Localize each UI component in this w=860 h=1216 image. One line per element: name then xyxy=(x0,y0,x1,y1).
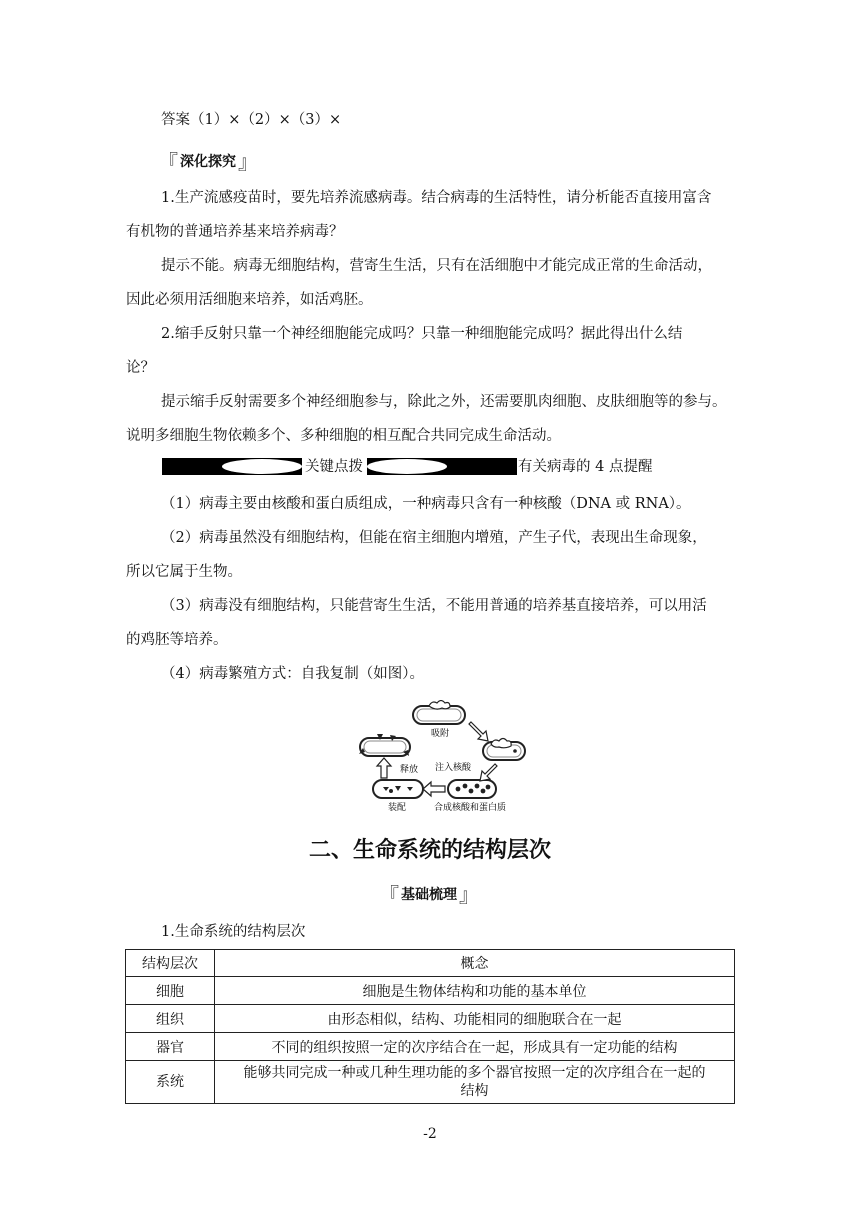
cell-adsorb xyxy=(413,701,465,725)
hint-2-line-2: 说明多细胞生物依赖多个、多种细胞的相互配合共同完成生命活动。 xyxy=(126,428,561,444)
bracket-right-icon: 』 xyxy=(459,883,479,907)
table-header-row xyxy=(126,950,735,977)
structure-levels-table xyxy=(125,949,735,1104)
table-cell-concept: 由形态相似，结构、功能相同的细胞联合在一起 xyxy=(215,1005,735,1033)
table-cell-concept: 不同的组织按照一定的次序结合在一起，形成具有一定功能的结构 xyxy=(215,1033,735,1061)
cell-assemble xyxy=(373,780,423,798)
hint-2-line-1: 提示缩手反射需要多个神经细胞参与，除此之外，还需要肌肉细胞、皮肤细胞等的参与。 xyxy=(161,394,727,410)
label-adsorb: 吸附 xyxy=(431,729,450,739)
point-4: （4）病毒繁殖方式：自我复制（如图）。 xyxy=(161,666,424,682)
arrow-adsorb-to-inject xyxy=(469,722,488,741)
point-2-line-2: 所以它属于生物。 xyxy=(126,564,242,580)
concept-line-1: 能够共同完成一种或几种生理功能的多个器官按照一定的次序组合在一起的 xyxy=(243,1065,706,1081)
table-row xyxy=(126,1033,735,1061)
label-release: 释放 xyxy=(400,765,419,775)
table-cell-level: 细胞 xyxy=(126,977,215,1005)
label-assemble: 装配 xyxy=(388,803,407,813)
cell-inject xyxy=(483,739,525,761)
table-cell-level: 系统 xyxy=(126,1061,215,1104)
table-row xyxy=(126,1061,735,1104)
section-title: 二、生命系统的结构层次 xyxy=(308,838,551,863)
point-1: （1）病毒主要由核酸和蛋白质组成，一种病毒只含有一种核酸（DNA 或 RNA）。 xyxy=(161,496,691,512)
virus-replication-diagram xyxy=(355,700,540,818)
question-2-line-2: 论？ xyxy=(126,360,155,376)
answer-line: 答案（1）×（2）×（3）× xyxy=(161,112,342,128)
concept-line-2: 结构 xyxy=(460,1083,489,1099)
basic-heading xyxy=(379,879,479,908)
basic-title: 基础梳理 xyxy=(401,886,457,903)
page-number: -2 xyxy=(423,1126,437,1142)
banner-left-swoosh xyxy=(222,459,302,474)
bracket-right-icon: 』 xyxy=(238,150,258,174)
cell-release xyxy=(359,734,410,756)
key-tip-title: 有关病毒的 4 点提醒 xyxy=(518,459,653,475)
table-header-concept: 概念 xyxy=(215,950,735,977)
table-cell-level: 器官 xyxy=(126,1033,215,1061)
question-1-line-1: 1.生产流感疫苗时，要先培养流感病毒。结合病毒的生活特性，请分析能否直接用富含 xyxy=(161,190,712,206)
table-cell-level: 组织 xyxy=(126,1005,215,1033)
banner-right-swoosh xyxy=(367,459,447,474)
arrow-assemble-to-release xyxy=(377,758,391,778)
table-row xyxy=(126,1005,735,1033)
key-tip-label: 关键点拨 xyxy=(305,459,363,475)
question-1-line-2: 有机物的普通培养基来培养病毒？ xyxy=(126,224,344,240)
arrow-synthesis-to-assemble xyxy=(423,782,445,796)
table-header-level: 结构层次 xyxy=(126,950,215,977)
point-2-line-1: （2）病毒虽然没有细胞结构，但能在宿主细胞内增殖，产生子代，表现出生命现象， xyxy=(161,530,707,546)
table-cell-concept xyxy=(215,1061,735,1104)
table-cell-concept: 细胞是生物体结构和功能的基本单位 xyxy=(215,977,735,1005)
bracket-left-icon: 『 xyxy=(379,883,399,907)
point-3-line-1: （3）病毒没有细胞结构，只能营寄生生活，不能用普通的培养基直接培养，可以用活 xyxy=(161,598,707,614)
deep-inquiry-title: 深化探究 xyxy=(180,153,236,170)
hint-1-line-1: 提示不能。病毒无细胞结构，营寄生生活，只有在活细胞中才能完成正常的生命活动， xyxy=(161,258,712,274)
subheading: 1.生命系统的结构层次 xyxy=(161,924,306,940)
hint-1-line-2: 因此必须用活细胞来培养，如活鸡胚。 xyxy=(126,292,373,308)
arrow-inject-to-synthesis xyxy=(480,764,497,781)
label-inject: 注入核酸 xyxy=(435,763,472,773)
label-synthesis: 合成核酸和蛋白质 xyxy=(434,803,507,813)
question-2-line-1: 2.缩手反射只靠一个神经细胞能完成吗？只靠一种细胞能完成吗？据此得出什么结 xyxy=(161,326,683,342)
table-row xyxy=(126,977,735,1005)
cell-synthesis xyxy=(448,780,496,798)
deep-inquiry-heading xyxy=(158,146,258,175)
point-3-line-2: 的鸡胚等培养。 xyxy=(126,632,228,648)
bracket-left-icon: 『 xyxy=(158,150,178,174)
